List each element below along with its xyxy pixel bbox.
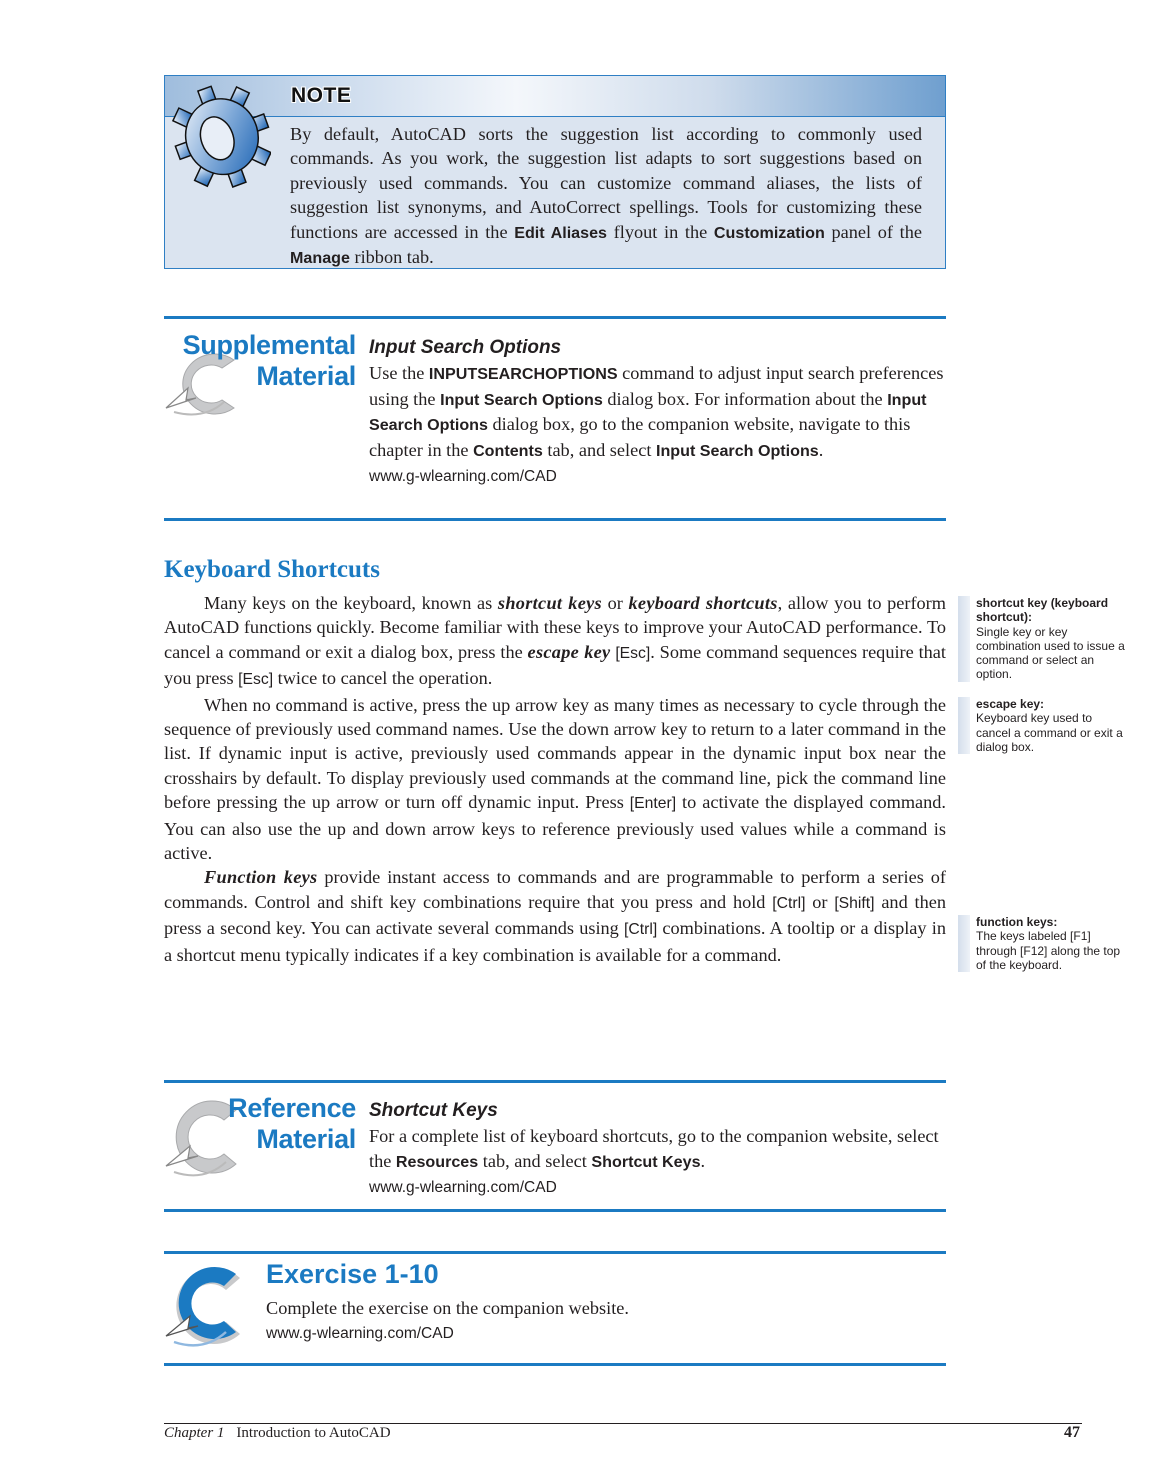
paragraph: Many keys on the keyboard, known as shortcut keys or keyboard shortcuts, allow you to perform AutoCAD functions quickly. Become familiar with these keys to improve your AutoCAD performance. To cancel a command or exit a dialog box, press the escape key [Esc]. Some command sequences require that you press [Esc] twice to cancel the operation.	[164, 593, 946, 689]
divider	[164, 1363, 946, 1366]
reference-title: Shortcut Keys	[369, 1100, 498, 1121]
companion-website-link[interactable]: www.g-wlearning.com/CAD	[369, 1179, 557, 1196]
exercise-logo-icon	[164, 1260, 256, 1352]
gear-icon	[171, 82, 271, 192]
paragraph: When no command is active, press the up arrow key as many times as necessary to cycle through the sequence of previously used command names. Use the down arrow key to return to a later command in the list. If dynamic input is active, previously used commands appear in the dynamic input box near the crosshairs by default. To display previously used commands at the command line, pick the command line before pressing the up arrow or turn off dynamic input. Press [Enter] to activate the displayed command. You can also use the up and down arrow keys to reference previously used values while a command is active.	[164, 694, 946, 864]
companion-website-link[interactable]: www.g-wlearning.com/CAD	[369, 468, 557, 485]
glossary-entry: shortcut key (keyboard shortcut): Single key or key combination used to issue a command or select an option.	[958, 596, 1126, 682]
supplemental-material-label: Supplemental Material	[182, 330, 356, 391]
note-header	[165, 76, 945, 117]
footer-rule	[164, 1423, 1082, 1424]
exercise-title: Exercise 1-10	[266, 1259, 439, 1289]
body-text	[164, 591, 946, 967]
glossary-entry: escape key: Keyboard key used to cancel a command or exit a dialog box.	[958, 697, 1126, 754]
companion-website-link[interactable]: www.g-wlearning.com/CAD	[266, 1325, 454, 1342]
supplemental-title: Input Search Options	[369, 337, 562, 358]
reference-material-label: Reference Material	[228, 1093, 356, 1154]
divider	[164, 518, 946, 521]
reference-body: For a complete list of keyboard shortcuts, go to the companion website, select the Resources tab, and select Shortcut Keys. www.g-wlearning.com/CAD	[369, 1126, 939, 1196]
page-number: 47	[1064, 1424, 1080, 1441]
divider	[164, 1251, 946, 1254]
exercise-body: Complete the exercise on the companion website.	[266, 1298, 629, 1318]
paragraph: Function keys provide instant access to commands and are programmable to perform a series of commands. Control and shift key combinations require that you press and hold [Ctrl] or [Shift] and then press a second key. You can activate several commands using [Ctrl] combinations. A tooltip or a display in a shortcut menu typically indicates if a key combination is available for a command.	[164, 867, 946, 965]
supplemental-body: Use the INPUTSEARCHOPTIONS command to adjust input search preferences using the Input Search Options dialog box. For information about the Input Search Options dialog box, go to the companion website, navigate to this chapter in the Contents tab, and select Input Search Options. www.g-wlearning.com/CAD	[369, 363, 944, 485]
note-box	[164, 75, 946, 269]
section-heading: Keyboard Shortcuts	[164, 556, 380, 583]
footer-chapter: Chapter 1 Introduction to AutoCAD	[164, 1425, 391, 1441]
divider	[164, 1080, 946, 1083]
glossary-entry: function keys: The keys labeled [F1] through [F12] along the top of the keyboard.	[958, 915, 1126, 972]
note-title: NOTE	[291, 84, 352, 107]
note-text: By default, AutoCAD sorts the suggestion list according to commonly used commands. As you work, the suggestion list adapts to sort suggestions based on previously used commands. You can customize command aliases, the lists of suggestion list synonyms, and AutoCorrect spellings. Tools for customizing these functions are accessed in the Edit Aliases flyout in the Customization panel of the Manage ribbon tab.	[290, 124, 922, 268]
divider	[164, 1209, 946, 1212]
divider	[164, 316, 946, 319]
